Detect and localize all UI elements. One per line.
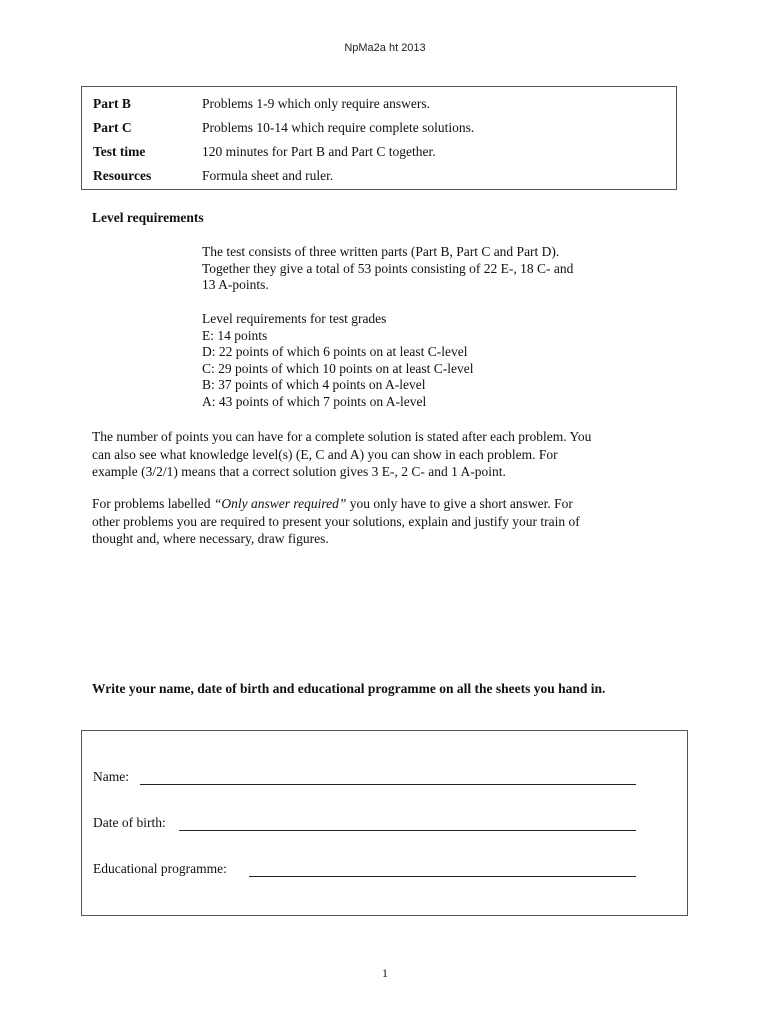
info-label: Resources [93, 168, 152, 183]
test-structure-text [202, 244, 682, 294]
text-line: Together they give a total of 53 points consisting of 22 E-, 18 C- and [202, 260, 574, 276]
name-label: Name: [93, 769, 129, 784]
test-info-box [81, 86, 677, 190]
text-line: Level requirements for test grades [202, 311, 387, 326]
date-of-birth-input-line[interactable] [179, 830, 636, 831]
text-line [92, 495, 682, 513]
grade-line-c: C: 29 points of which 10 points on at least C-level [202, 360, 474, 376]
grade-line-e: E: 14 points [202, 327, 268, 343]
text-line: thought and, where necessary, draw figures. [92, 531, 329, 546]
info-value: Problems 1-9 which only require answers. [202, 96, 430, 111]
info-value: Formula sheet and ruler. [202, 168, 334, 183]
info-label: Part B [93, 96, 131, 111]
text-line: 13 A-points. [202, 277, 269, 293]
info-value: 120 minutes for Part B and Part C together. [202, 144, 436, 159]
text-line: can also see what knowledge level(s) (E, C and A) you can show in each problem. For [92, 446, 558, 462]
document-header: NpMa2a ht 2013 [344, 42, 426, 54]
emphasis-text: “Only answer required” [213, 496, 347, 511]
points-explanation-paragraph [92, 428, 682, 481]
info-label: Test time [93, 144, 146, 159]
info-value: Problems 10-14 which require complete solutions. [202, 120, 475, 135]
text-line: other problems you are required to present your solutions, explain and justify your train of [92, 513, 580, 529]
educational-programme-label: Educational programme: [93, 861, 227, 876]
educational-programme-input-line[interactable] [249, 876, 636, 877]
grade-line-d: D: 22 points of which 6 points on at least C-level [202, 344, 468, 360]
name-input-line[interactable] [140, 784, 636, 785]
text-segment: For problems labelled [92, 496, 214, 511]
text-line: The number of points you can have for a complete solution is stated after each problem. You [92, 429, 592, 444]
grade-requirements-list [202, 311, 682, 411]
date-of-birth-label: Date of birth: [93, 815, 166, 830]
hand-in-instruction: Write your name, date of birth and educational programme on all the sheets you hand in. [92, 681, 606, 696]
level-requirements-title: Level requirements [92, 210, 204, 225]
text-line: The test consists of three written parts (Part B, Part C and Part D). [202, 244, 560, 259]
grade-line-a: A: 43 points of which 7 points on A-level [202, 393, 427, 409]
student-details-form [81, 730, 688, 916]
info-label: Part C [93, 120, 132, 135]
answer-requirements-paragraph [92, 495, 682, 548]
text-line: example (3/2/1) means that a correct solution gives 3 E-, 2 C- and 1 A-point. [92, 464, 506, 479]
text-segment: you only have to give a short answer. For [346, 496, 573, 511]
page-number: 1 [382, 966, 388, 980]
grade-line-b: B: 37 points of which 4 points on A-level [202, 377, 426, 393]
